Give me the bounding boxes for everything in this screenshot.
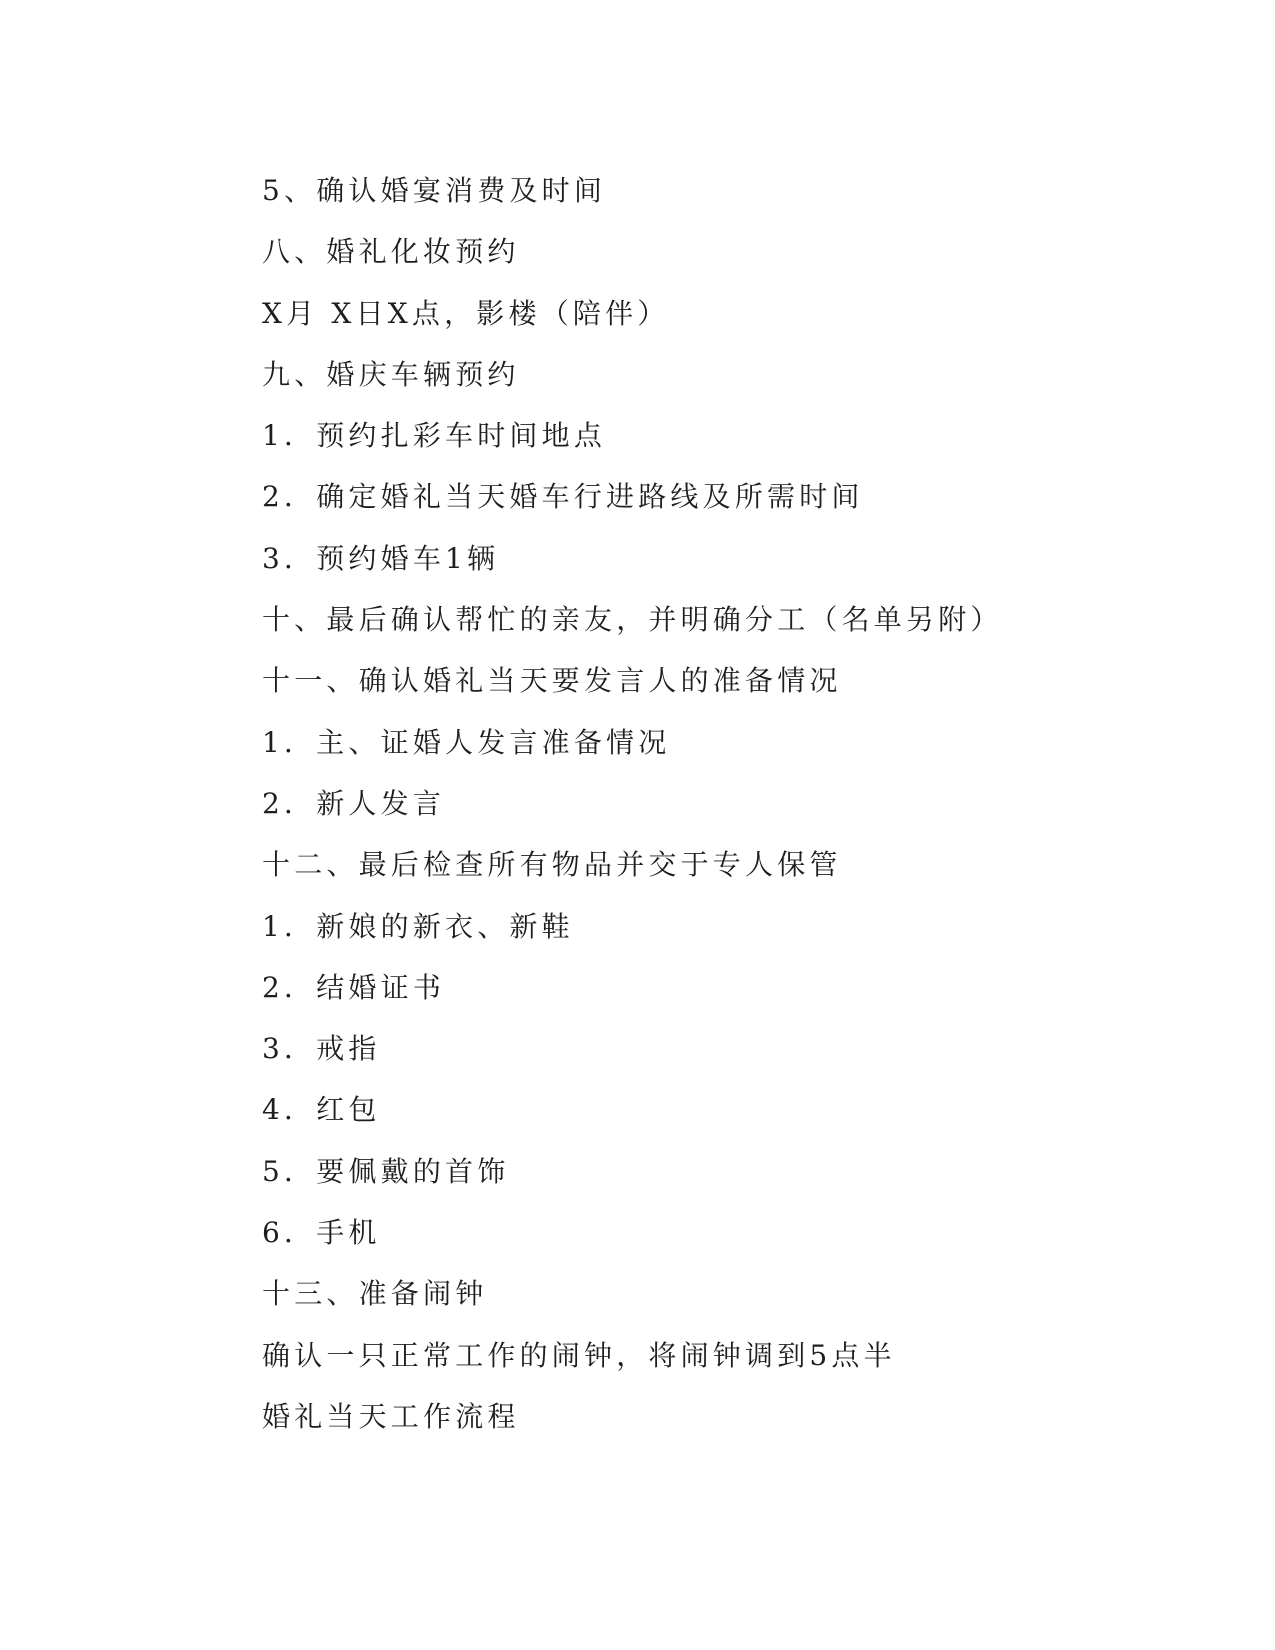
list-item-bride-clothes: 1．新娘的新衣、新鞋 <box>262 909 574 943</box>
list-item-couple-speech: 2．新人发言 <box>262 786 446 820</box>
list-item-phone: 6．手机 <box>262 1216 381 1250</box>
list-item-jewelry: 5．要佩戴的首饰 <box>262 1154 510 1188</box>
section-heading-alarm: 十三、准备闹钟 <box>262 1277 488 1311</box>
section-heading-helpers: 十、最后确认帮忙的亲友，并明确分工（名单另附） <box>262 603 1003 637</box>
section-heading-makeup: 八、婚礼化妆预约 <box>262 235 520 269</box>
document-body <box>262 160 1222 1447</box>
section-heading-check-items: 十二、最后检查所有物品并交于专人保管 <box>262 848 842 882</box>
list-item-marriage-certificate: 2．结婚证书 <box>262 970 446 1004</box>
list-item-red-envelopes: 4．红包 <box>262 1093 381 1127</box>
list-item-decorated-car: 1．预约扎彩车时间地点 <box>262 419 607 453</box>
list-item-car-route: 2．确定婚礼当天婚车行进路线及所需时间 <box>262 480 864 514</box>
list-item-banquet-confirm: 5、确认婚宴消费及时间 <box>262 174 607 207</box>
section-heading-wedding-day-workflow: 婚礼当天工作流程 <box>262 1399 520 1433</box>
list-item-book-car: 3．预约婚车1辆 <box>262 541 500 575</box>
list-item-officiant-speech: 1．主、证婚人发言准备情况 <box>262 725 671 759</box>
list-item-rings: 3．戒指 <box>262 1032 381 1066</box>
alarm-detail: 确认一只正常工作的闹钟，将闹钟调到5点半 <box>262 1338 896 1372</box>
section-heading-wedding-cars: 九、婚庆车辆预约 <box>262 357 520 391</box>
makeup-appointment-detail: X月 X日X点，影楼（陪伴） <box>262 296 670 330</box>
section-heading-speakers: 十一、确认婚礼当天要发言人的准备情况 <box>262 664 842 698</box>
